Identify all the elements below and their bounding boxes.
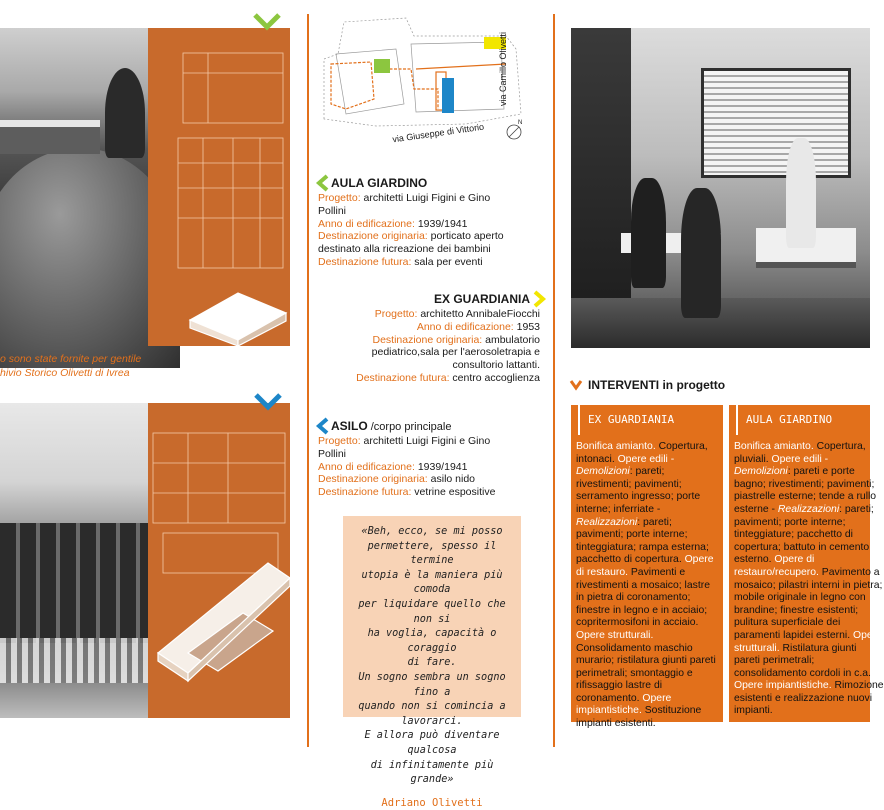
title-ex-guardiania: EX GUARDIANIA xyxy=(433,292,530,306)
orange-down-chevron-icon xyxy=(569,379,583,391)
drawing-asilo xyxy=(148,403,290,718)
card-0-segment-0: Bonifica amianto. xyxy=(576,441,656,452)
card-aula-giardino xyxy=(729,405,884,722)
photo-ambulatorio-interior xyxy=(571,28,870,348)
card-1-segment-6: : pareti; pavimenti; porte interne; tinteggiature; pacchetto di copertura; battuto in cemento esterno. xyxy=(734,503,874,566)
drawing-aula-giardino xyxy=(148,28,290,346)
info-ex-guardiania: Progetto: architetto AnnibaleFiocchi Anno di edificazione: 1953 Destinazione originaria: ambulatorio pediatrico,sala per l'aerosoletrapia e consultorio lattanti. Destinazione futura: centro accoglienza xyxy=(356,308,540,384)
card-1-segment-12: Rimozione esistenti e realizzazione nuovi impianti. xyxy=(734,680,884,717)
map-marker-aula-giardino xyxy=(374,59,390,73)
title-aula-giardino: AULA GIARDINO xyxy=(331,176,428,190)
card-1-segment-0: Bonifica amianto. xyxy=(734,441,814,452)
interventi-title: INTERVENTI in progetto xyxy=(588,378,726,392)
card-1-segment-1: Copertura, pluviali. xyxy=(734,441,866,465)
plan-drawing-top xyxy=(148,28,290,346)
photo-garden-children xyxy=(0,28,148,346)
card-0-segment-4: : pareti; rivestimenti; pavimenti; serramento ingresso; porte interne; inferriate - xyxy=(576,466,701,515)
caption-line-2: hivio Storico Olivetti di Ivrea xyxy=(0,367,130,379)
yellow-right-chevron-icon xyxy=(533,290,547,308)
divider-left xyxy=(307,14,309,747)
card-1-segment-4: : pareti e porte bagno; rivestimenti; pavimenti; piastrelle esterne; tende a rullo esterne - xyxy=(734,466,877,515)
green-chevron-icon xyxy=(252,12,282,30)
blue-left-chevron-icon xyxy=(315,417,329,435)
card-0-segment-8: Pavimenti e rivestimenti a mosaico; lastre in pietra di coronamento; finestre in legno e in acciaio; copritermosifoni in acciaio. xyxy=(576,566,710,629)
north-label: N xyxy=(518,120,523,126)
card-body-ex-guardiania xyxy=(576,441,719,731)
card-0-segment-9: Opere strutturali. xyxy=(576,629,654,641)
photo-credit-caption xyxy=(0,352,170,380)
photo-asilo-building xyxy=(0,403,148,718)
card-0-segment-11: Opere impiantistiche. xyxy=(576,692,672,717)
card-body-aula-giardino xyxy=(734,441,884,718)
card-1-segment-10: Ristilatura giunti pareti perimetrali; consolidamento cordoli in c.a. xyxy=(734,642,871,679)
card-0-segment-12: Sostituzione impianti esistenti. xyxy=(576,705,702,730)
olivetti-quote: «Beh, ecco, se mi posso permettere, spesso il termine utopia è la maniera più comoda per liquidare quello che non si ha voglia, capacità o coraggio di fare. Un sogno sembra un sogno fino a quando non si comincia a lavorarci. E allora può diventare qualcosa di infinitamente più grande» Adriano Olivetti xyxy=(343,516,521,717)
street-label-right: via Camillo Olivetti xyxy=(498,31,509,107)
card-1-segment-9: Opere strutturali. xyxy=(734,629,882,654)
card-ex-guardiania xyxy=(571,405,723,730)
map-marker-asilo xyxy=(442,78,454,113)
info-aula-giardino: Progetto: architetti Luigi Figini e Gino Pollini Anno di edificazione: 1939/1941 Destinazione originaria: porticato aperto destinato alla ricreazione dei bambini Destinazione futura: sala per eventi xyxy=(318,192,504,268)
info-asilo: Progetto: architetti Luigi Figini e Gino Pollini Anno di edificazione: 1939/1941 Destinazione originaria: asilo nido Destinazione futura: vetrine espositive xyxy=(318,435,496,499)
street-label-bottom: via Giuseppe di Vittorio xyxy=(391,121,485,145)
divider-right xyxy=(553,14,555,747)
green-left-chevron-icon xyxy=(315,174,329,192)
blue-chevron-icon xyxy=(253,392,283,410)
card-0-segment-5: Realizzazioni xyxy=(576,516,638,528)
card-head-ex-guardiania: EX GUARDIANIA xyxy=(578,405,719,435)
card-0-segment-10: Consolidamento maschio murario; ristilatura giunti pareti perimetrali; smontaggio e rifissaggio lastre di coronamento. xyxy=(576,642,716,704)
card-1-segment-5: Realizzazioni xyxy=(777,503,840,515)
card-1-segment-2: Opere edili - xyxy=(768,453,829,465)
card-1-segment-11: Opere impiantistiche. xyxy=(734,680,832,692)
card-1-segment-8: Pavimento a mosaico; pilastri interni in pietra; mobile originale in legno con brandine; finestre esistenti; pulitura superficiale dei paramenti lapidei esterni. xyxy=(734,566,883,641)
card-head-aula-giardino: AULA GIARDINO xyxy=(736,405,866,435)
card-0-segment-2: Opere edili - xyxy=(614,453,675,465)
plan-drawing-bottom xyxy=(148,403,290,718)
title-asilo: ASILO /corpo principale xyxy=(331,419,452,433)
quote-author: Adriano Olivetti xyxy=(381,796,483,809)
caption-line-1: o sono state fornite per gentile xyxy=(0,353,142,365)
card-1-segment-7: Opere di restauro/recupero. xyxy=(734,554,819,578)
card-0-segment-6: : pareti; pavimenti; porte interne; tinteggiatura; rampa esterna; pacchetto di copertura. xyxy=(576,516,709,566)
card-0-segment-3: Demolizioni xyxy=(576,466,630,478)
card-0-segment-1: Copertura, intonaci. xyxy=(576,441,708,465)
card-1-segment-3: Demolizioni xyxy=(734,466,788,478)
site-map xyxy=(316,14,534,149)
card-0-segment-7: Opere di restauro. xyxy=(576,554,714,578)
